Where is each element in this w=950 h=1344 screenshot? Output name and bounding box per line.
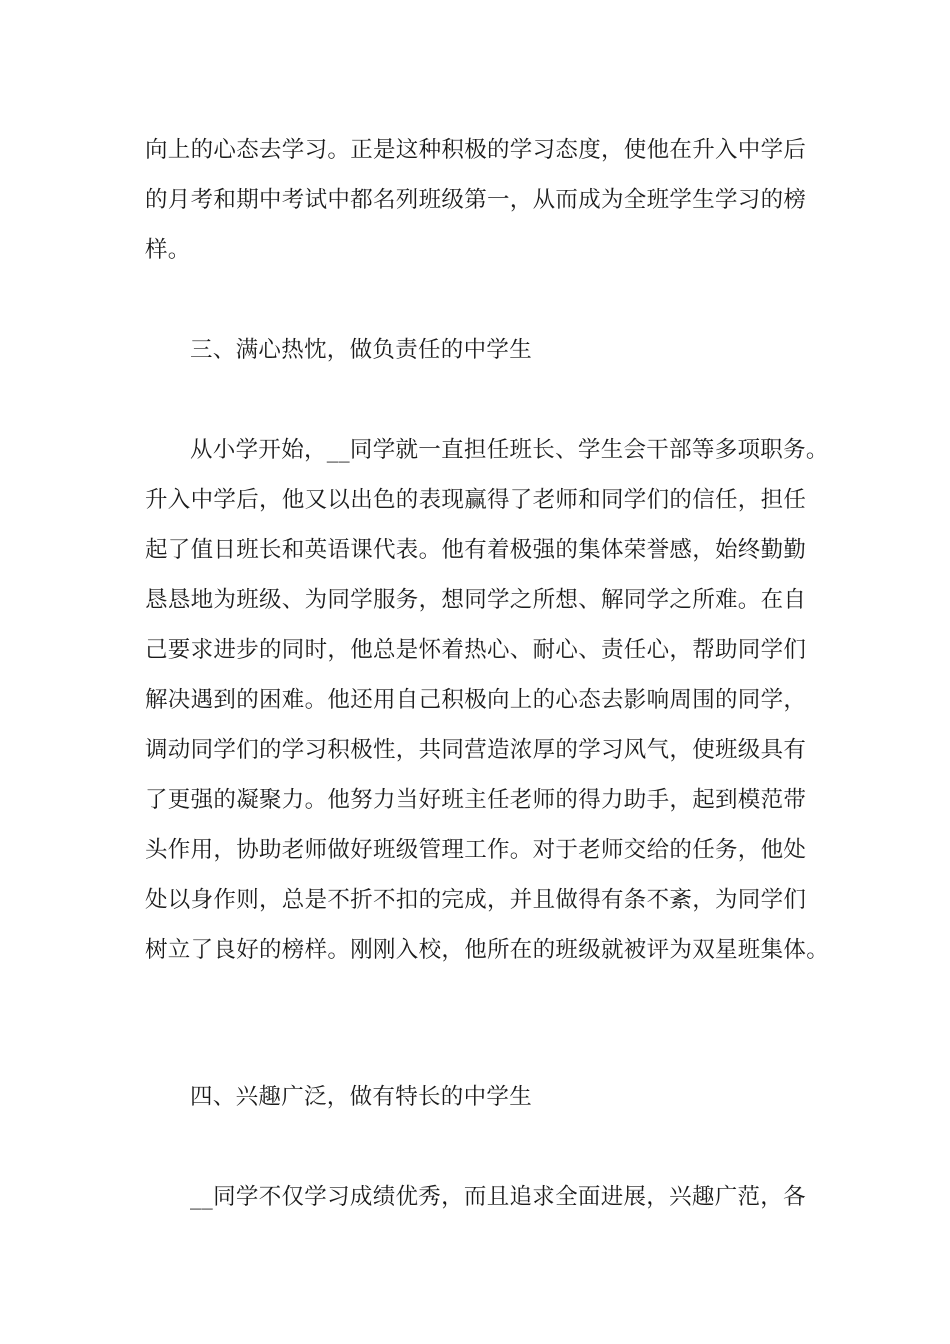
paragraph-2-line-5: 己要求进步的同时，他总是怀着热心、耐心、责任心，帮助同学们: [145, 637, 807, 663]
paragraph-1-line-1: 向上的心态去学习。正是这种积极的学习态度，使他在升入中学后: [145, 137, 807, 163]
paragraph-1-line-2: 的月考和期中考试中都名列班级第一，从而成为全班学生学习的榜: [145, 187, 807, 213]
paragraph-2-line-2: 升入中学后，他又以出色的表现赢得了老师和同学们的信任，担任: [145, 487, 807, 513]
section-heading-3: 三、满心热忱，做负责任的中学生: [190, 337, 533, 363]
paragraph-2-line-1: 从小学开始，__同学就一直担任班长、学生会干部等多项职务。: [190, 437, 829, 463]
paragraph-2-line-8: 了更强的凝聚力。他努力当好班主任老师的得力助手，起到模范带: [145, 787, 807, 813]
paragraph-2-line-6: 解决遇到的困难。他还用自己积极向上的心态去影响周围的同学，: [145, 687, 807, 713]
paragraph-2-line-9: 头作用，协助老师做好班级管理工作。对于老师交给的任务，他处: [145, 837, 807, 863]
section-heading-4: 四、兴趣广泛，做有特长的中学生: [190, 1084, 533, 1110]
paragraph-2-line-10: 处以身作则，总是不折不扣的完成，并且做得有条不紊，为同学们: [145, 887, 807, 913]
paragraph-3-line-1: __同学不仅学习成绩优秀，而且追求全面进展，兴趣广范，各: [190, 1184, 806, 1210]
paragraph-2-line-4: 恳恳地为班级、为同学服务，想同学之所想、解同学之所难。在自: [145, 587, 807, 613]
paragraph-2-line-3: 起了值日班长和英语课代表。他有着极强的集体荣誉感，始终勤勤: [145, 537, 807, 563]
paragraph-1-line-3: 样。: [145, 237, 191, 263]
paragraph-2-line-11: 树立了良好的榜样。刚刚入校，他所在的班级就被评为双星班集体。: [145, 937, 830, 963]
paragraph-2-line-7: 调动同学们的学习积极性，共同营造浓厚的学习风气，使班级具有: [145, 737, 807, 763]
